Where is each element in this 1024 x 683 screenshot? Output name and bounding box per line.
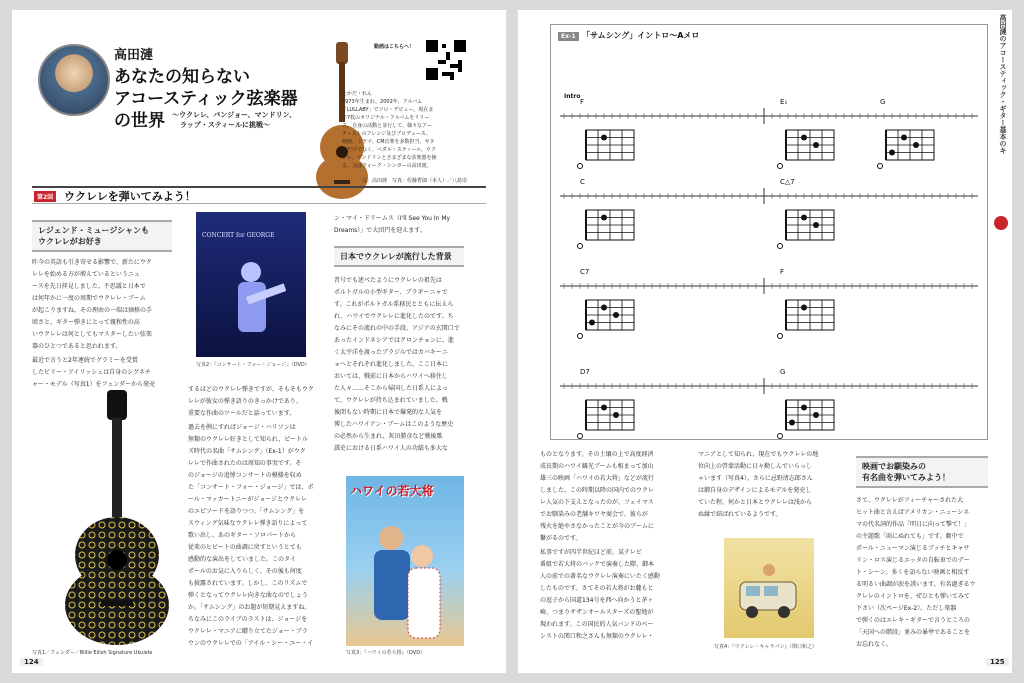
text-line: ものとなります。その土壌の上で高度経済 <box>540 451 654 458</box>
profile-line: 映画、ドラマ、CM音楽を多数担当。ギタ <box>342 139 435 145</box>
van-image <box>734 558 804 628</box>
author-photo <box>38 44 110 116</box>
finger-dot <box>801 305 807 311</box>
text-line: の主題歌「雨にぬれても」です。劇中で <box>856 533 964 540</box>
text-line: レレで作曲されたのは周知の事実です。そ <box>188 460 302 467</box>
profile-line: ティストのアレンジ及びプロデュース、 <box>342 131 431 137</box>
finger-dot <box>789 420 795 426</box>
text-line: あったインドネシアではクロンチョンに、進 <box>334 337 454 344</box>
text-line: ースを先日拝見しました。不思議と日本で <box>32 283 146 290</box>
title-line-3: の世界 <box>114 111 165 131</box>
side-label: 高田漣のアコースティック・ギター基本のキ <box>999 14 1007 154</box>
sub-heading-3-line: 映画でお馴染みの <box>862 462 926 471</box>
text-line: 崎、つまりサザンオールスターズの聖地が <box>540 609 654 616</box>
profile-line: ス。自身の活動と並行して、様々なアー <box>342 123 432 129</box>
text-line: 重要な作曲のツールだと話っています。 <box>188 410 296 417</box>
sub-heading-1 <box>32 220 172 252</box>
text-line: ゃいます（写真4）。さらに忌野清志郎さん <box>698 475 813 482</box>
text-line: しました。この時期以降の国内でのウクレ <box>540 487 655 494</box>
text-line: ト・シーン。多くを語らない映画と相反す <box>856 569 970 576</box>
profile-line: ーだけでなく、ペダル・スティール、ウク <box>342 147 436 153</box>
open-string-marker <box>578 164 583 169</box>
billie-eilish-ukulele-photo <box>57 390 177 645</box>
left-page <box>12 10 506 673</box>
text-line: 感動的な演出をしていました。このタイ <box>188 556 296 563</box>
dvd-title: CONCERT for GEORGE <box>202 232 275 239</box>
text-line: ウクレレ・マニアに贈り立てたジョー・ブラ <box>188 628 308 635</box>
text-line: 雄三の映画「ハワイの若大将」などが流行 <box>540 475 654 482</box>
intro-label: Intro <box>564 93 581 100</box>
right-page <box>518 10 1012 673</box>
profile-line: レレ、マンドリンとさまざまな弦楽器を操 <box>342 155 437 161</box>
text-line: 過去を例にすればジョージ・ハリソンは <box>188 424 296 431</box>
photo3-caption: 写真3：『ハワイの若大将』（DVD） <box>346 650 426 656</box>
sub-heading-2: 日本でウクレレが流行した背景 <box>334 246 464 267</box>
open-string-marker <box>778 334 783 339</box>
open-string-marker <box>578 334 583 339</box>
text-line: 成長期のハワイ観光ブームも相まって加山 <box>540 463 654 470</box>
finger-dot <box>901 135 907 141</box>
text-line: おいては、戦前に日本からハワイへ移住し <box>334 373 448 380</box>
text-line: ヒット曲と言えばアメリカン・ニューシネ <box>856 509 970 516</box>
text-line: は御自身のデザインによるモデルを発売し <box>698 487 812 494</box>
text-line: 位向上の啓蒙活動に日々勤しんでいらっし <box>698 463 813 470</box>
sub-heading-3-line: 有名曲を弾いてみよう！ <box>862 473 950 482</box>
title-line-1: あなたの知らない <box>114 67 250 87</box>
text-line: レ人気の下支えとなったのが、フェイマス <box>540 499 654 506</box>
text-line: マニアとして知られ、現在でもウクレレの地 <box>698 451 819 458</box>
text-line: ポルトガルの小型ギター、ブラギーニャで <box>334 289 448 296</box>
text-line: いウクレレは何としてもマスターしたい弦楽 <box>32 331 152 338</box>
text-line: す。これがポルトガル系移民とともに伝えら <box>334 301 454 308</box>
open-string-marker <box>878 164 883 169</box>
text-line: したビリー・アイリッシュは自身のシグネチ <box>32 369 151 376</box>
chord-label: F <box>780 268 785 276</box>
open-string-marker <box>578 244 583 249</box>
concert-for-george-dvd <box>196 212 306 357</box>
chord-label: D7 <box>580 368 590 376</box>
profile-line: たかだ・れん <box>342 91 373 97</box>
score-title: 「サムシング」イントロ〜Aメロ <box>582 31 700 40</box>
chord-label: G <box>780 368 786 376</box>
text-line: ポールのお気に入りらしく、その後も何度 <box>188 568 302 575</box>
text-line: リン・ロス演じるエッタの自転車でのデー <box>856 557 970 564</box>
profile-line: 「LULLABY」でソロ・デビュー。現在ま <box>342 107 434 113</box>
text-line: 残火を絶やさなかったことが今のブームに <box>540 523 654 530</box>
finger-dot <box>613 312 619 318</box>
photo1-caption: 写真1／フェンダー／Billie Eilish Signature Ukulele <box>32 650 153 656</box>
text-line: 後間もない時期に日本で爆発的な人気を <box>334 409 443 416</box>
finger-dot <box>813 412 819 418</box>
finger-dot <box>813 222 819 228</box>
text-line: 現われます。この国民的人気バンドのベー <box>540 621 654 628</box>
performer-silhouette <box>226 252 286 352</box>
text-line: スウィング気味なウクレレ弾き語りによって <box>188 520 308 527</box>
photo4-caption: 写真4：『ウクレレ・キャラバン』（関口和之） <box>714 644 818 650</box>
text-line: ャー・モデル（写真1）をフェンダーから発売 <box>32 381 155 388</box>
text-line: レレを始める方が増えているというニュ <box>32 271 140 278</box>
chord-label: G <box>880 98 886 106</box>
subtitle-line-1: 〜ウクレレ、バンジョー、マンドリン、 <box>172 111 297 119</box>
sub-heading-1-line: レジェンド・ミュージシャンも <box>38 226 149 235</box>
text-line: 無類のウクレレ好きとして知られ、ビートル <box>188 436 308 443</box>
open-string-marker <box>778 434 783 439</box>
text-line: シストの関口和之さんも無類のウクレレ・ <box>540 633 654 640</box>
qr-code-icon[interactable] <box>426 40 466 80</box>
text-line: 歌い出し、あのギター・ソロパートから <box>188 532 296 539</box>
text-line: ポール・ニューマン演じるブッチとキャサ <box>856 545 970 552</box>
text-line: ていた程、何かと日本とウクレレは浅から <box>698 499 812 506</box>
text-line: でお馴染みの老舗キワヤ商会で、彼らが <box>540 511 648 518</box>
chord-label: C <box>580 178 585 186</box>
text-line: の必然から生まれ、灰田勝彦など戦後歌 <box>334 433 443 440</box>
finger-dot <box>589 320 595 326</box>
finger-dot <box>889 150 895 156</box>
ukulele-caravan-cd <box>724 538 814 638</box>
text-line: が起こりますね。その理由の一端は価格の手 <box>32 307 153 314</box>
finger-dot <box>801 135 807 141</box>
finger-dot <box>601 215 607 221</box>
open-string-marker <box>778 164 783 169</box>
text-line: ン・マイ・ドリームス（I'll See You In My <box>334 215 451 222</box>
chord-label: E♭ <box>780 98 788 106</box>
text-line: マの代名詞的作品「明日に向って撃て！」 <box>856 521 971 528</box>
score-tag: Ex-1 <box>558 32 579 41</box>
page-number-right: 125 <box>986 658 1009 666</box>
text-line: で弾くのはエレキ・ギターで言うところの <box>856 617 970 624</box>
text-line: 弾くとなってウクレレ向きな曲なのでしょう <box>188 592 308 599</box>
side-label-ki-badge <box>994 216 1008 230</box>
author-name: 高田漣 <box>114 48 154 63</box>
title-line-2: アコースティック弦楽器 <box>114 89 298 109</box>
finger-dot <box>601 135 607 141</box>
text-line: するほどのウクレレ弾きですが、そもそもウク <box>188 386 314 393</box>
text-line: て、ウクレレが持ち込まれていました。戦 <box>334 397 448 404</box>
finger-dot <box>613 412 619 418</box>
text-line: クレレのイントロを、ぜひとも弾いてみて <box>856 593 970 600</box>
section-title: ウクレレを弾いてみよう！ <box>64 190 196 203</box>
text-line: なみにその流れの中の手段、アジアの玄関口で <box>334 325 460 332</box>
text-line: ール・マッカートニーがジョージとウクレレ <box>188 496 308 503</box>
text-line: 最近で言うと2年連続でグラミーを受賞 <box>32 357 138 364</box>
video-label[interactable]: 動画はこちらへ！ <box>374 44 415 50</box>
open-string-marker <box>778 244 783 249</box>
text-line: ョへとそれぞれ進化しました。ここ日本に <box>334 361 449 368</box>
chord-score <box>550 46 988 440</box>
hawaii-wakadaisho-dvd <box>346 476 464 646</box>
sub-heading-1-line: ウクレレがお好き <box>38 237 102 246</box>
subtitle-line-2: ラップ・スティールに挑戦〜 <box>180 121 271 129</box>
section-number: 第2回 <box>34 191 56 202</box>
finger-dot <box>813 142 819 148</box>
text-line: レレが彼女の弾き語りのきっかけであり、 <box>188 398 302 405</box>
dvd-title: ハワイの若大将 <box>350 484 434 498</box>
finger-dot <box>601 305 607 311</box>
text-line: ぬ縁で結ばれているようです。 <box>698 511 782 518</box>
page-number-left: 124 <box>20 658 43 666</box>
text-line: 繋がるのです。 <box>540 535 582 542</box>
text-line: Dreams）」で大団円を迎えます。 <box>334 227 426 234</box>
sub-heading-3 <box>856 456 988 488</box>
chord-label: C7 <box>580 268 590 276</box>
text-line: の逗子から国道134号を西へ向かうと茅ヶ <box>540 597 654 604</box>
text-line: 器のひとつであると思われます。 <box>32 343 122 350</box>
text-line: た「コンサート・フォー・ジョージ」では、ポ <box>188 484 314 491</box>
photo2-caption: 写真2：『コンサート・フォー・ジョージ』（DVD） <box>196 362 310 368</box>
text-line: た人々……そこから帰国した日系人によっ <box>334 385 449 392</box>
credits: 文：高田漣 写真：佐藤哲郎（本人）／八島崇 <box>362 178 468 184</box>
text-line: 下さい（次ページEx-2）。ただし楽器 <box>856 605 957 612</box>
text-line: 頃さと、ギター弾きにとって親和性の高 <box>32 319 140 326</box>
text-line: 従来のヒビートの曲調に戻すというとても <box>188 544 302 551</box>
text-line: れ、ハワイでウクレレに進化したのです。ち <box>334 313 454 320</box>
text-line: のジョージの追悼コンサートの模様を収め <box>188 472 302 479</box>
profile-line: る。父はフォーク・シンガーの高田渡。 <box>342 163 432 169</box>
text-line: ズ時代の名曲「サムシング」（Ex-1）がウク <box>188 448 306 455</box>
text-line: のエピソードを語りつつ、「サムシング」を <box>188 508 305 515</box>
profile-line: 1973年生まれ。2002年、アルバム <box>342 99 423 105</box>
open-string-marker <box>578 434 583 439</box>
finger-dot <box>801 215 807 221</box>
text-line: 「天国への階段」並みの暴挙であることを <box>856 629 971 636</box>
text-line: も披露されています。しかし、このリズムで <box>188 580 308 587</box>
text-line: さて、ウクレレがフィーチャーされた大 <box>856 497 964 504</box>
text-line: 人の前での著名なウクレレ演奏にいたく感動 <box>540 573 660 580</box>
text-line: お忘れなく。 <box>856 641 892 648</box>
profile-line: で7枚のオリジナル・アルバムをリリー <box>342 115 430 121</box>
text-line: る明るい曲調が涙を誘います。有名過ぎるウ <box>856 581 976 588</box>
text-line: 博したハワイアン・ブームはこのような歴史 <box>334 421 454 428</box>
text-line: 謡史における日系ハワイ人の功績も多大な <box>334 445 448 452</box>
finger-dot <box>601 405 607 411</box>
actors-image <box>356 516 456 644</box>
finger-dot <box>913 142 919 148</box>
text-line: 番組で若大将のバックで演奏した際、御本 <box>540 561 655 568</box>
text-line: 私事ですが四半世紀ほど前、某テレビ <box>540 549 642 556</box>
text-line: は何年かに一度の周期でウクレレ・ブーム <box>32 295 146 302</box>
text-line: 昨今の英語も引き寄せる影響で、新たにウク <box>32 259 152 266</box>
text-line: ちなみにこのライブのラストは、ジョージを <box>188 616 308 623</box>
finger-dot <box>801 405 807 411</box>
chord-label: C△7 <box>780 178 795 186</box>
text-line: か。「サムシング」のお題が短期見えますね。 <box>188 604 311 611</box>
chord-label: F <box>580 98 585 106</box>
text-line: したものです。さてその若大将がお麓もと <box>540 585 654 592</box>
text-line: く太平洋を渡ったブラジルではカバキーニ <box>334 349 448 356</box>
text-line: 昔号でも述べたようにウクレレの祖先は <box>334 277 442 284</box>
text-line: ウンのウクレレでの「アイル・シー・ユー・イ <box>188 640 314 647</box>
